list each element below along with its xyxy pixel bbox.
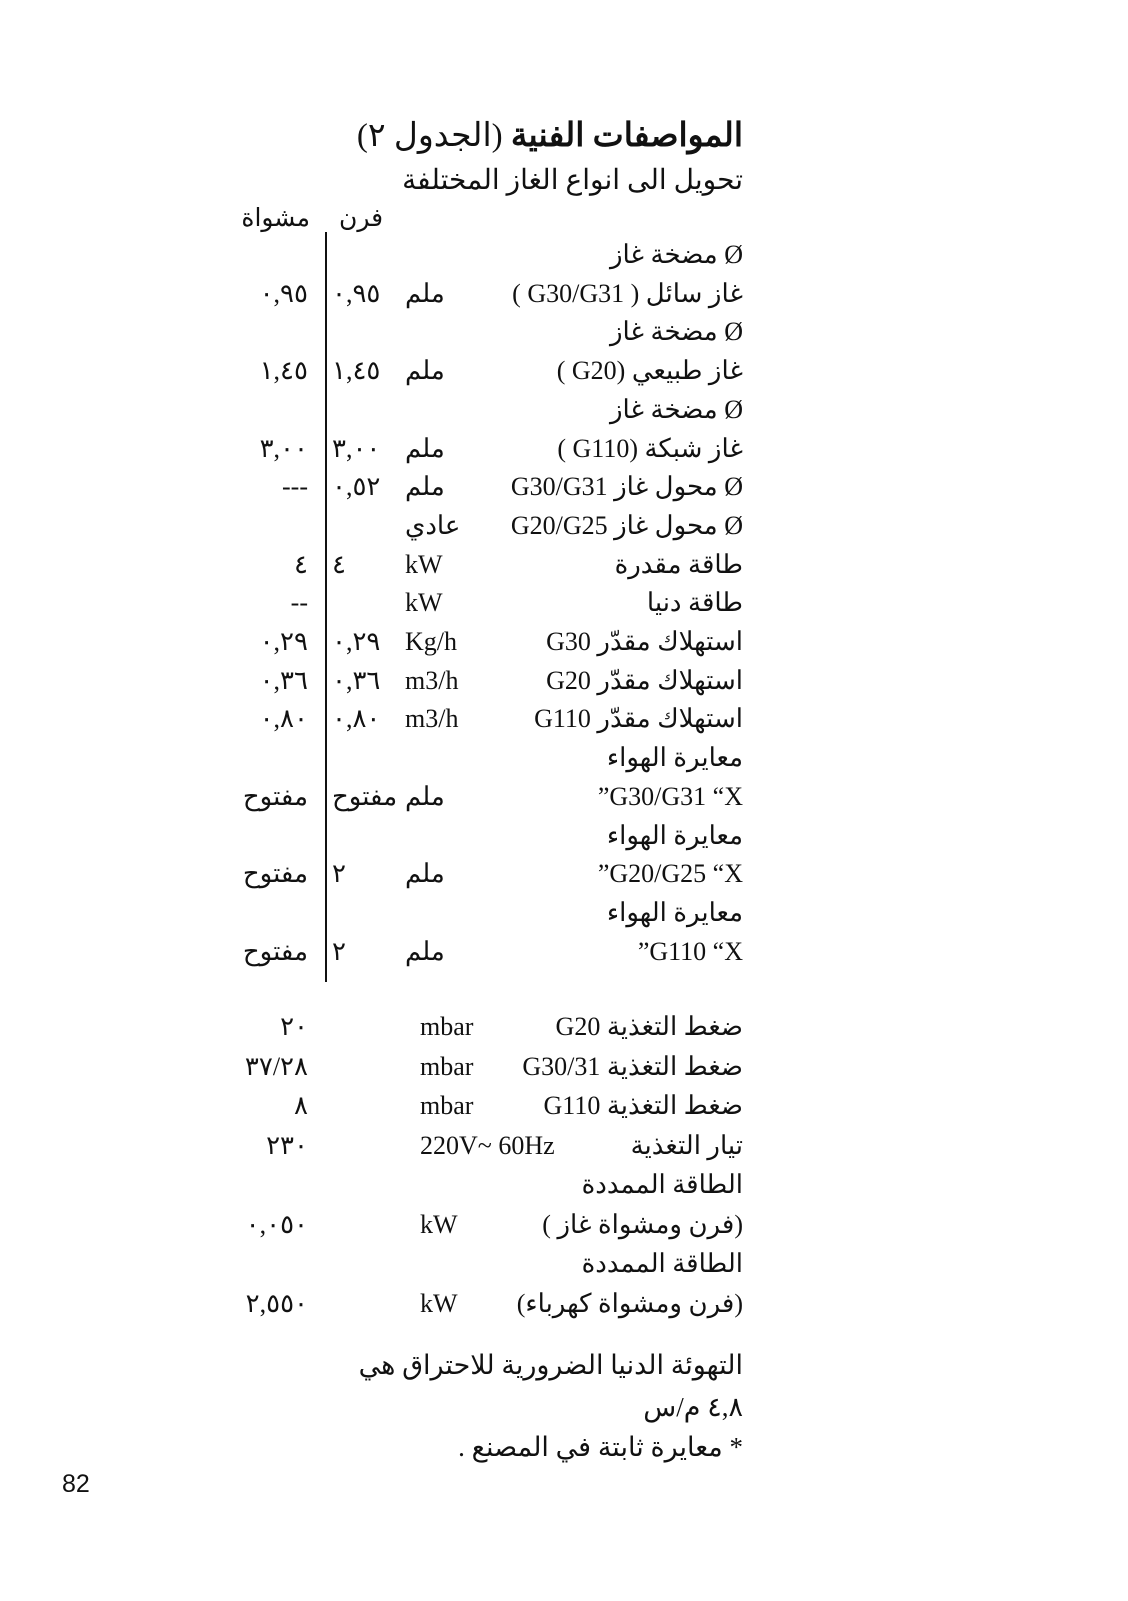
supply-row [0,1091,1128,1131]
row-label: معايرة الهواء [606,743,743,773]
title-paren: (الجدول ٢) [356,118,503,154]
supply-unit: mbar [420,1012,474,1041]
supply-value: ٨ [294,1091,308,1120]
row-unit: m3/h [405,704,459,734]
ventilation-value: ٤,٨ م/س [643,1392,743,1422]
page-title [357,115,743,155]
row-oven-value: ٤ [332,549,346,579]
table-row [0,743,1128,781]
row-unit: kW [405,549,443,579]
table-row [0,279,1128,317]
supply-label: (فرن ومشواة غاز ) [542,1209,743,1239]
table-row [0,240,1128,278]
row-unit: kW [405,588,443,618]
supply-row [0,1170,1128,1210]
row-oven-value: ٠,٨٠ [332,704,381,734]
supply-unit: kW [420,1209,458,1239]
row-label: G20/G25 “X” [597,859,743,889]
row-label: Ø مضخة غاز [609,240,743,269]
table-row [0,472,1128,510]
row-label: Ø محول غاز G30/G31 [510,472,743,502]
row-oven-value: ٢ [332,859,346,889]
row-grill-value: --- [282,472,308,502]
supply-label: تيار التغذية [630,1130,743,1160]
oven-column-header: فرن [339,205,384,232]
row-grill-value: ٠,٣٦ [259,665,308,695]
row-grill-value: ١,٤٥ [259,356,308,386]
row-label: طاقة مقدرة [614,549,743,579]
row-label: G110 “X” [637,936,743,966]
table-row [0,898,1128,936]
supply-label: ضغط التغذية G30/31 [522,1051,743,1081]
supply-value: ٢٣٠ [266,1130,308,1160]
table-row [0,937,1128,975]
row-grill-value: -- [290,588,308,618]
table-row [0,317,1128,355]
supply-row [0,1210,1128,1250]
table-row [0,859,1128,897]
factory-calibration-note: * معايرة ثابتة في المصنع . [458,1432,743,1462]
table-row [0,666,1128,704]
supply-label: ضغط التغذية G20 [555,1012,743,1041]
table-row [0,356,1128,394]
row-oven-value: ٠,٣٦ [332,665,381,695]
row-unit: ملم [405,781,445,811]
ventilation-note: التهوئة الدنيا الضرورية للاحتراق هي [358,1350,743,1380]
row-label: Ø مضخة غاز [609,394,743,424]
supply-row [0,1249,1128,1289]
table-row [0,782,1128,820]
page-number: 82 [62,1470,90,1498]
table-row [0,434,1128,472]
table-row [0,395,1128,433]
row-label: Ø محول غاز G20/G25 [510,510,743,540]
row-label: غاز طبيعي (G20 ) [556,356,743,386]
row-unit: ملم [405,356,445,386]
row-label: غاز سائل ( G30/G31 ) [512,278,743,308]
row-grill-value: ٠,٨٠ [259,704,308,734]
row-label: غاز شبكة (G110 ) [557,433,743,463]
supply-row [0,1012,1128,1052]
row-unit: ملم [405,859,445,889]
row-grill-value: ٠,٢٩ [259,627,308,656]
row-oven-value: ٠,٥٢ [332,472,381,502]
supply-label: الطاقة الممددة [581,1170,743,1199]
row-label: طاقة دنيا [646,588,743,618]
table-row [0,627,1128,665]
row-label: معايرة الهواء [606,897,743,927]
row-grill-value: ٤ [294,549,308,579]
row-grill-value: مفتوح [242,936,308,966]
row-grill-value: ٣,٠٠ [259,433,308,463]
row-oven-value: ٣,٠٠ [332,433,381,463]
row-oven-value: ٠,٢٩ [332,627,381,656]
supply-value: ٢,٥٥٠ [245,1288,308,1318]
supply-row [0,1289,1128,1329]
row-unit: ملم [405,433,445,463]
row-unit: ملم [405,278,445,308]
page-subtitle: تحويل الى انواع الغاز المختلفة [402,165,743,196]
row-oven-value: ٢ [332,936,346,966]
row-label: استهلاك مقدّر G20 [546,665,743,695]
supply-label: الطاقة الممددة [581,1249,743,1278]
row-oven-value: ١,٤٥ [332,356,381,386]
supply-label: (فرن ومشواة كهرباء) [516,1288,743,1318]
supply-value: ٢٠ [280,1012,308,1041]
table-row [0,704,1128,742]
table-row [0,821,1128,859]
supply-row [0,1052,1128,1092]
table-row [0,588,1128,626]
row-unit: ملم [405,472,445,502]
supply-unit: mbar [420,1091,474,1120]
supply-label: ضغط التغذية G110 [543,1091,743,1120]
grill-column-header: مشواة [241,205,310,232]
row-grill-value: ٠,٩٥ [259,278,308,308]
row-label: استهلاك مقدّر G110 [534,704,743,734]
row-oven-value: ٠,٩٥ [332,278,381,308]
row-oven-value: مفتوح [332,781,398,811]
supply-unit: mbar [420,1051,474,1081]
supply-unit: 220V~ 60Hz [420,1130,555,1160]
row-grill-value: مفتوح [242,781,308,811]
supply-unit: kW [420,1288,458,1318]
row-label: استهلاك مقدّر G30 [546,627,743,656]
row-unit: m3/h [405,665,459,695]
row-unit: عادي [405,510,461,540]
row-grill-value: مفتوح [242,859,308,889]
table-row [0,550,1128,588]
row-label: G30/G31 “X” [597,781,743,811]
supply-value: ٣٧/٢٨ [244,1051,308,1081]
row-label: معايرة الهواء [606,820,743,850]
title-main: المواصفات الفنية [510,118,743,154]
row-unit: Kg/h [405,627,457,656]
supply-row [0,1131,1128,1171]
row-label: Ø مضخة غاز [609,317,743,347]
supply-value: ٠,٠٥٠ [245,1209,308,1239]
row-unit: ملم [405,936,445,966]
table-row [0,511,1128,549]
